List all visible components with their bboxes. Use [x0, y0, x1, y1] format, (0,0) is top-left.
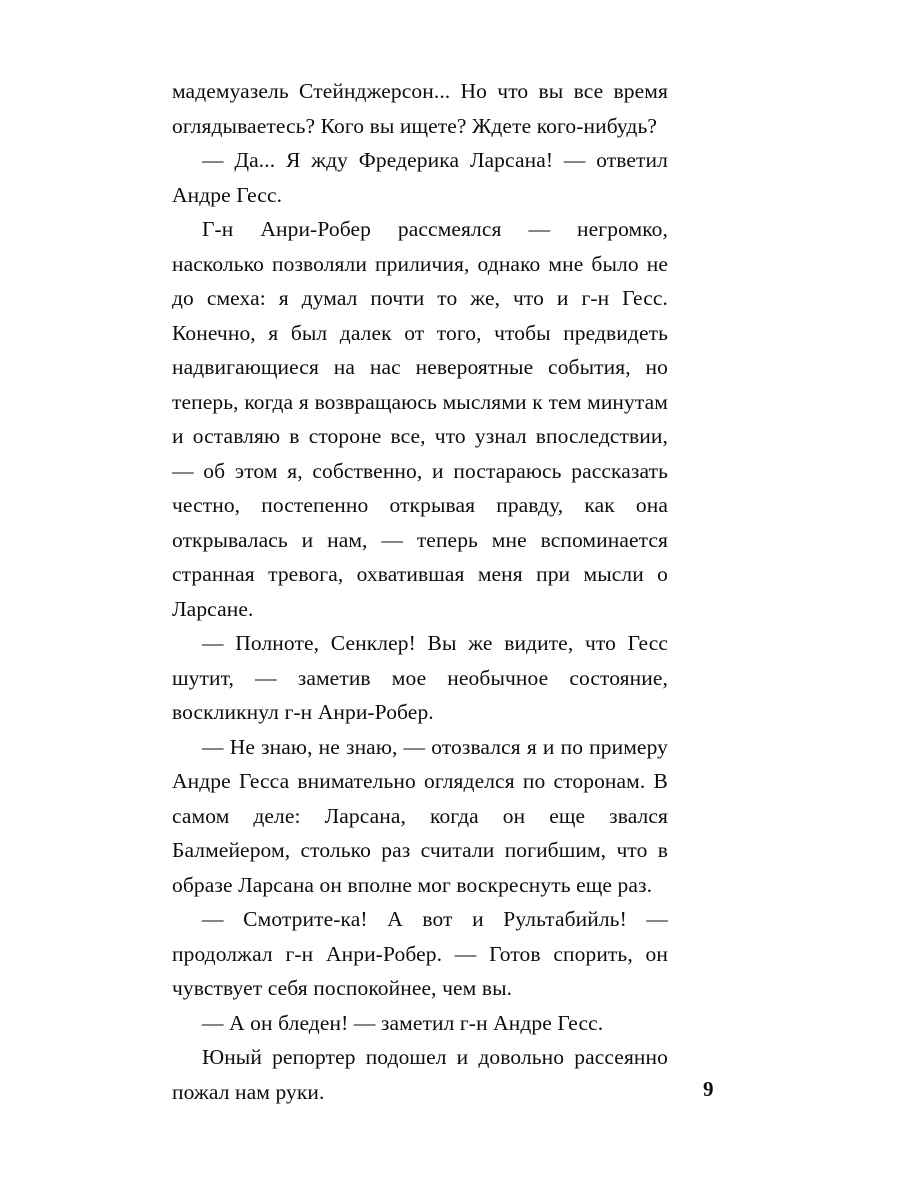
- paragraph: Юный репортер подошел и довольно рассеянно пожал нам руки.: [172, 1045, 668, 1104]
- paragraph: — А он бледен! — заметил г-н Андре Гесс.: [202, 1010, 604, 1035]
- paragraph: — Полноте, Сенклер! Вы же видите, что Гесс шутит, — заметив мое необычное состояние, воскликнул г-н Анри-Робер.: [172, 631, 668, 724]
- paragraph: — Да... Я жду Фредерика Ларсана! — ответил Андре Гесс.: [172, 148, 668, 207]
- paragraph: Г-н Анри-Робер рассмеялся — негромко, насколько позволяли приличия, однако мне было не до смеха: я думал почти то же, что и г-н Гесс. Конечно, я был далек от того, чтобы предвидеть надвигающиеся на нас невероятные события, но теперь, когда я возвращаюсь мыслями к тем минутам и оставляю в стороне все, что узнал впоследствии, — об этом я, собственно, и постараюсь рассказать честно, постепенно открывая правду, как она открывалась и нам, — теперь мне вспоминается странная тревога, охватившая меня при мысли о Ларсане.: [172, 217, 668, 621]
- paragraph: — Не знаю, не знаю, — отозвался я и по примеру Андре Гесса внимательно огляделся по сторонам. В самом деле: Ларсана, когда он еще звался Балмейером, столько раз считали погибшим, что в образе Ларсана он вполне мог воскреснуть еще раз.: [172, 734, 668, 897]
- paragraph-continuation: мадемуазель Стейнджерсон... Но что вы все время оглядываетесь? Кого вы ищете? Ждете кого-нибудь?: [172, 79, 668, 138]
- paragraph: — Смотрите-ка! А вот и Рультабийль! — продолжал г-н Анри-Робер. — Готов спорить, он чувствует себя поспокойнее, чем вы.: [172, 907, 668, 1000]
- body-text-column: [172, 74, 668, 1109]
- page-number: 9: [703, 1077, 714, 1101]
